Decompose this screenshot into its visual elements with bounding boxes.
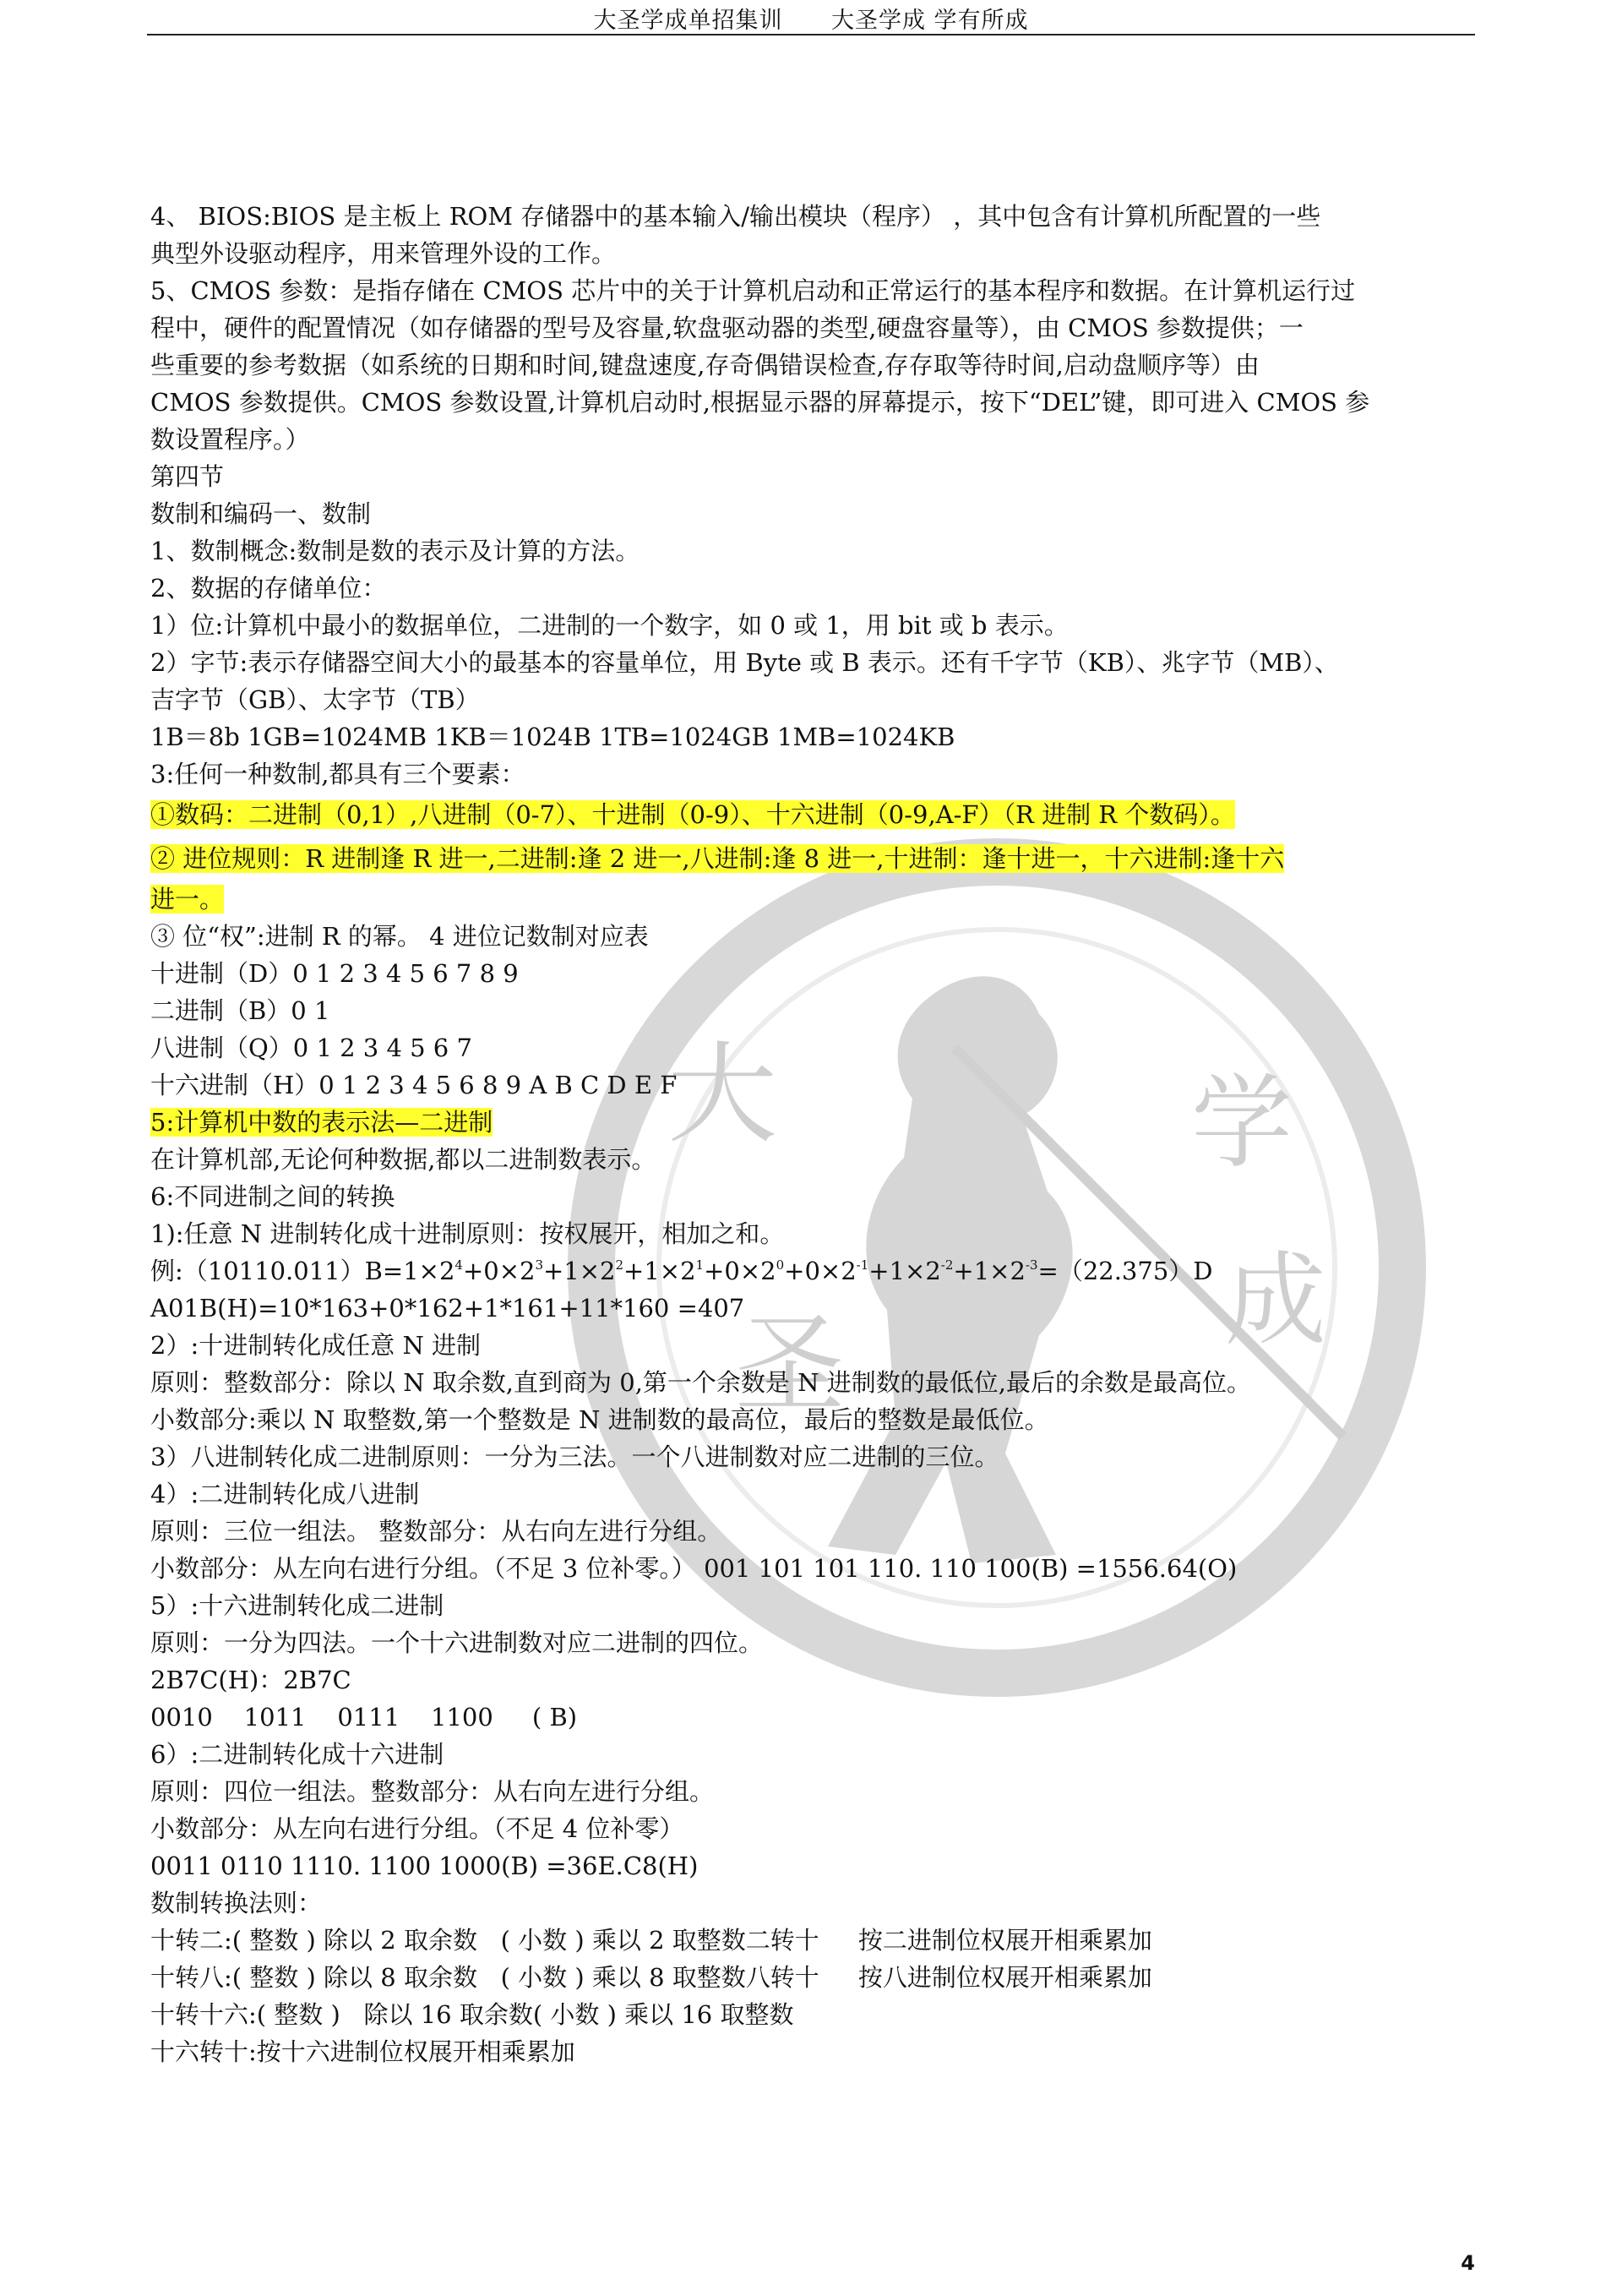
formula-part: +0×2 bbox=[462, 1257, 536, 1285]
text-line: 3）八进制转化成二进制原则：一分为三法。一个八进制数对应二进制的三位。 bbox=[150, 1442, 999, 1471]
watermark-char-1: 大 bbox=[667, 1030, 778, 1159]
header-slogan: 大圣学成 学有所成 bbox=[830, 8, 1029, 34]
header-title: 大圣学成单招集训 bbox=[593, 8, 783, 34]
formula-part: =（22.375）D bbox=[1037, 1257, 1213, 1285]
text-line: 2B7C(H)：2B7C bbox=[150, 1666, 351, 1694]
text-line: 在计算机部,无论何种数据,都以二进制数表示。 bbox=[150, 1145, 656, 1174]
text-line: 4）:二进制转化成八进制 bbox=[150, 1480, 420, 1508]
text-line: 些重要的参考数据（如系统的日期和时间,键盘速度,存奇偶错误检查,存存取等待时间,启动盘顺序等）由 bbox=[150, 351, 1260, 379]
highlighted-line bbox=[150, 837, 1477, 881]
highlight-text: 5:计算机中数的表示法—二进制 bbox=[150, 1108, 493, 1137]
section-subheading: 数制和编码一、数制 bbox=[150, 499, 372, 528]
text-line: 十转十六:( 整数 ) 除以 16 取余数( 小数 ) 乘以 16 取整数 bbox=[150, 2000, 794, 2029]
formula-exponent: -3 bbox=[1025, 1257, 1038, 1273]
page-header bbox=[0, 0, 1622, 37]
text-line: 数设置程序。） bbox=[150, 425, 310, 454]
page-number: 4 bbox=[1461, 2251, 1475, 2275]
text-line: 八进制（Q）0 1 2 3 4 5 6 7 bbox=[150, 1033, 472, 1062]
text-line: 2）:十进制转化成任意 N 进制 bbox=[150, 1331, 482, 1360]
text-line: ③ 位“权”:进制 R 的幂。 4 进位记数制对应表 bbox=[150, 922, 649, 951]
text-line: 原则：四位一组法。整数部分：从右向左进行分组。 bbox=[150, 1777, 715, 1806]
formula-part: +1×2 bbox=[868, 1257, 941, 1285]
highlighted-line bbox=[150, 881, 1477, 918]
formula-exponent: 2 bbox=[615, 1257, 624, 1273]
text-line: 原则：整数部分：除以 N 取余数,直到商为 0,第一个余数是 N 进制数的最低位,最后的余数是最高位。 bbox=[150, 1368, 1251, 1397]
text-line: 1):任意 N 进制转化成十进制原则：按权展开，相加之和。 bbox=[150, 1219, 785, 1248]
formula-exponent: 4 bbox=[454, 1257, 463, 1273]
header-text bbox=[0, 2, 1622, 35]
formula-exponent: 0 bbox=[776, 1257, 785, 1273]
text-line: 数制转换法则： bbox=[150, 1889, 323, 1917]
text-line: 0010 1011 0111 1100 ( B) bbox=[150, 1703, 578, 1732]
formula-part: +0×2 bbox=[784, 1257, 857, 1285]
formula-exponent: -1 bbox=[856, 1257, 869, 1273]
document-body bbox=[150, 198, 1477, 2070]
example-formula bbox=[150, 1252, 1477, 1290]
text-line: 十六进制（H）0 1 2 3 4 5 6 8 9 A B C D E F bbox=[150, 1071, 678, 1099]
text-line: 吉字节（GB）、太字节（TB） bbox=[150, 685, 480, 714]
text-line: 小数部分:乘以 N 取整数,第一个整数是 N 进制数的最高位，最后的整数是最低位。 bbox=[150, 1405, 1049, 1434]
text-line: 3:任何一种数制,都具有三个要素： bbox=[150, 760, 525, 788]
highlighted-line bbox=[150, 793, 1477, 837]
text-line: 二进制（B）0 1 bbox=[150, 996, 330, 1025]
formula-part: 例:（10110.011）B=1×2 bbox=[150, 1257, 455, 1285]
highlight-text: 进一。 bbox=[150, 885, 225, 913]
watermark-char-2: 圣 bbox=[735, 1301, 846, 1429]
text-line: 2）字节:表示存储器空间大小的最基本的容量单位，用 Byte 或 B 表示。还有千字节（KB）、兆字节（MB）、 bbox=[150, 648, 1339, 677]
text-line: 原则：三位一组法。 整数部分：从右向左进行分组。 bbox=[150, 1517, 722, 1546]
text-line: 4、 BIOS:BIOS 是主板上 ROM 存储器中的基本输入/输出模块（程序） ，其中包含有计算机所配置的一些 bbox=[150, 202, 1321, 231]
formula-part: +0×2 bbox=[704, 1257, 776, 1285]
text-line: 6）:二进制转化成十六进制 bbox=[150, 1740, 444, 1769]
text-line: 十进制（D）0 1 2 3 4 5 6 7 8 9 bbox=[150, 959, 519, 988]
section-heading: 第四节 bbox=[150, 462, 225, 491]
text-line: 1B＝8b 1GB=1024MB 1KB＝1024B 1TB=1024GB 1MB=1024KB bbox=[150, 723, 955, 751]
highlighted-line bbox=[150, 1104, 1477, 1141]
text-line: A01B(H)=10*163+0*162+1*161+11*160 =407 bbox=[150, 1294, 745, 1323]
text-line: 十转二:( 整数 ) 除以 2 取余数 ( 小数 ) 乘以 2 取整数二转十 按二进制位权展开相乘累加 bbox=[150, 1926, 1152, 1955]
highlight-text: ② 进位规则：R 进制逢 R 进一,二进制:逢 2 进一,八进制:逢 8 进一,十进制：逢十进一，十六进制:逢十六 bbox=[150, 844, 1285, 873]
header-rule bbox=[147, 34, 1475, 35]
text-line: 0011 0110 1110. 1100 1000(B) =36E.C8(H) bbox=[150, 1852, 699, 1880]
formula-part: +1×2 bbox=[543, 1257, 616, 1285]
text-line: 十六转十:按十六进制位权展开相乘累加 bbox=[150, 2037, 575, 2066]
text-line: 程中，硬件的配置情况（如存储器的型号及容量,软盘驱动器的类型,硬盘容量等），由 CMOS 参数提供；一 bbox=[150, 314, 1304, 342]
text-line: 小数部分：从左向右进行分组。（不足 4 位补零） bbox=[150, 1814, 684, 1843]
text-line: 原则：一分为四法。一个十六进制数对应二进制的四位。 bbox=[150, 1628, 764, 1657]
text-line: 2、数据的存储单位： bbox=[150, 574, 387, 603]
text-line: 1）位:计算机中最小的数据单位，二进制的一个数字，如 0 或 1，用 bit 或 b 表示。 bbox=[150, 611, 1069, 640]
watermark-char-4: 成 bbox=[1225, 1242, 1326, 1360]
formula-part: +1×2 bbox=[623, 1257, 696, 1285]
formula-part: +1×2 bbox=[953, 1257, 1026, 1285]
text-line: 6:不同进制之间的转换 bbox=[150, 1182, 395, 1211]
formula-exponent: 3 bbox=[535, 1257, 543, 1273]
text-line: 典型外设驱动程序，用来管理外设的工作。 bbox=[150, 239, 617, 268]
text-line: 小数部分：从左向右进行分组。（不足 3 位补零。） 001 101 101 110. 110 100(B) =1556.64(O) bbox=[150, 1554, 1238, 1583]
highlight-text: ①数码：二进制（0,1）,八进制（0-7）、十进制（0-9）、十六进制（0-9,A-F）（R 进制 R 个数码）。 bbox=[150, 800, 1235, 829]
formula-exponent: 1 bbox=[695, 1257, 705, 1273]
watermark-char-3: 学 bbox=[1191, 1065, 1293, 1182]
text-line: 5）:十六进制转化成二进制 bbox=[150, 1591, 444, 1620]
text-line: 1、数制概念:数制是数的表示及计算的方法。 bbox=[150, 537, 640, 565]
text-line: CMOS 参数提供。CMOS 参数设置,计算机启动时,根据显示器的屏幕提示，按下“DEL”键，即可进入 CMOS 参 bbox=[150, 388, 1370, 417]
text-line: 十转八:( 整数 ) 除以 8 取余数 ( 小数 ) 乘以 8 取整数八转十 按八进制位权展开相乘累加 bbox=[150, 1963, 1152, 1992]
formula-exponent: -2 bbox=[940, 1257, 954, 1273]
text-line: 5、CMOS 参数：是指存储在 CMOS 芯片中的关于计算机启动和正常运行的基本程序和数据。在计算机运行过 bbox=[150, 276, 1356, 305]
